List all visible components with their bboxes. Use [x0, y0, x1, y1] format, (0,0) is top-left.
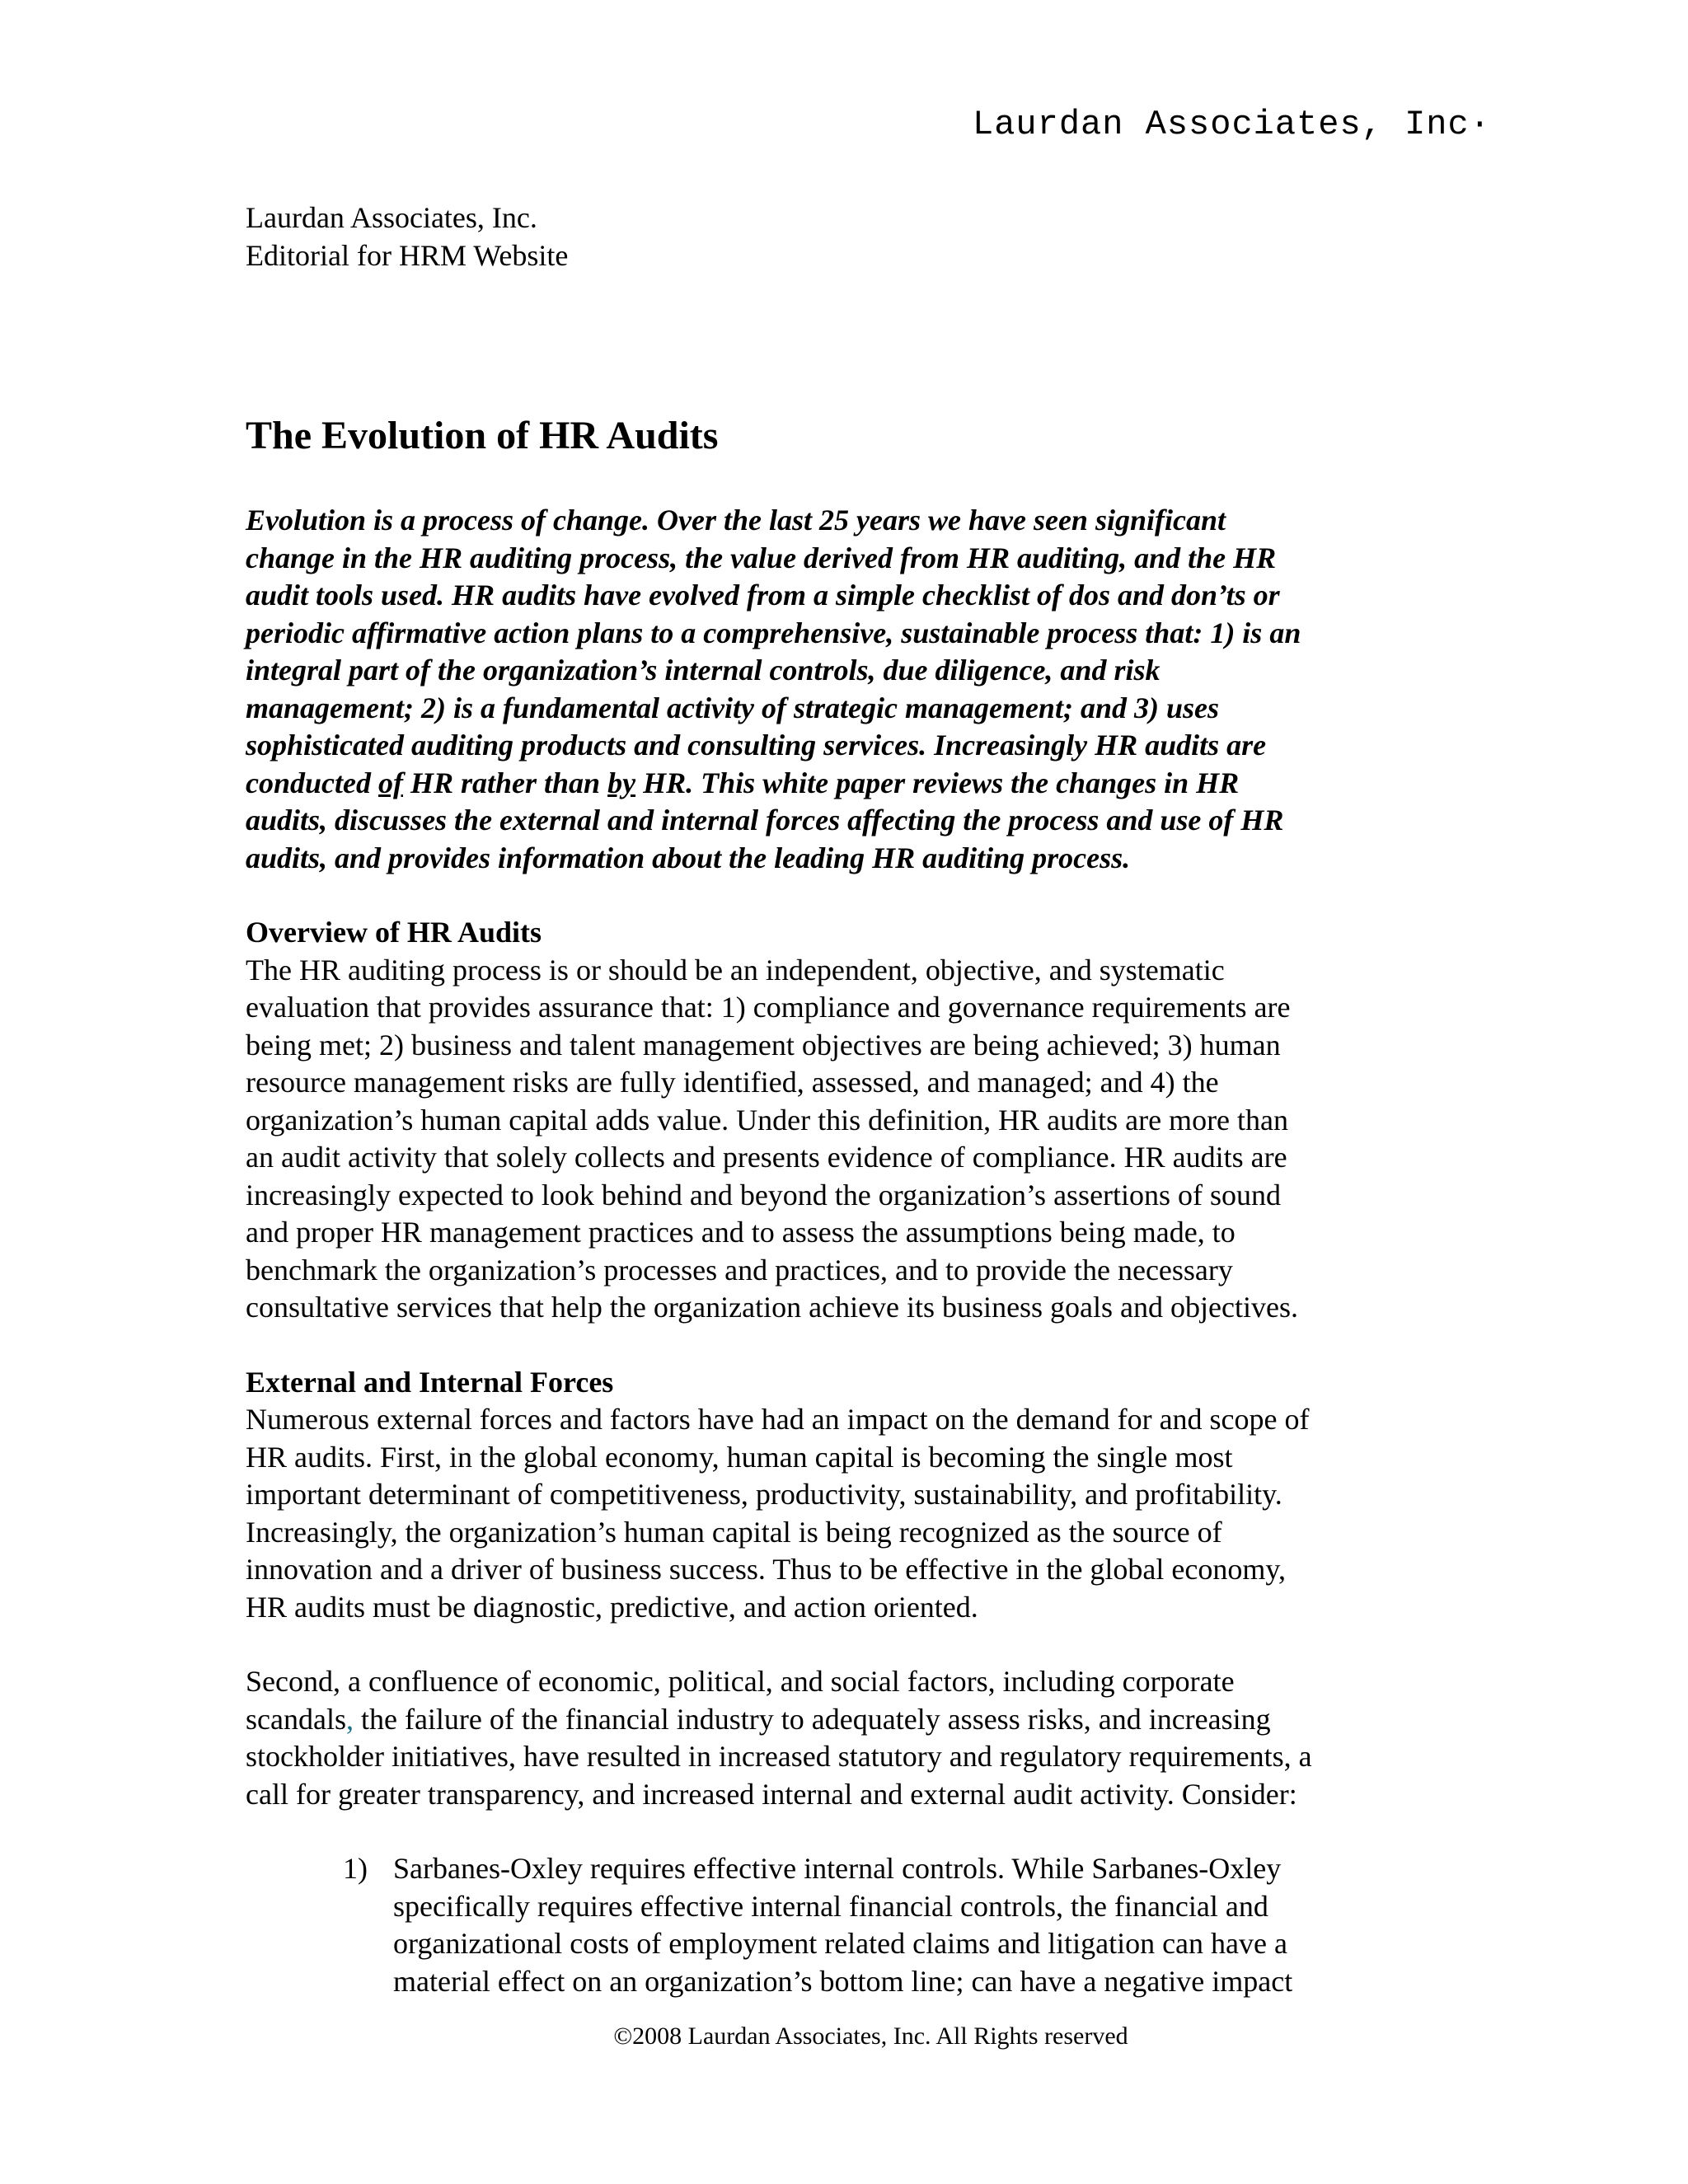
abstract-line — [246, 765, 1457, 803]
body-line: HR audits. First, in the global economy, human capital is becoming the single most — [246, 1440, 1233, 1474]
body-line: stockholder initiatives, have resulted in increased statutory and regulatory requirements, a — [246, 1740, 1312, 1773]
abstract-line: management; 2) is a fundamental activity of strategic management; and 3) uses — [246, 691, 1219, 724]
second-paragraph — [246, 1663, 1457, 1813]
body-line: consultative services that help the organization achieve its business goals and objectives. — [246, 1291, 1298, 1324]
body-line: call for greater transparency, and increased internal and external audit activity. Consider: — [246, 1777, 1297, 1811]
body-line: Numerous external forces and factors have had an impact on the demand for and scope of — [246, 1403, 1310, 1436]
list-item — [393, 1850, 1457, 2000]
company-name: Laurdan Associates, Inc. — [246, 201, 537, 234]
body-line: Second, a confluence of economic, political, and social factors, including corporate — [246, 1665, 1235, 1698]
body-line: and proper HR management practices and to assess the assumptions being made, to — [246, 1216, 1236, 1249]
abstract-text: HR. This white paper reviews the changes in HR — [635, 766, 1240, 799]
abstract-line: Evolution is a process of change. Over the last 25 years we have seen significant — [246, 504, 1226, 537]
list-item-line: specifically requires effective internal financial controls, the financial and — [393, 1889, 1268, 1923]
numbered-list — [246, 1850, 1457, 2000]
document-body — [246, 199, 1457, 2000]
body-text: scandals — [246, 1702, 346, 1736]
abstract — [246, 502, 1457, 877]
abstract-line: audits, discusses the external and internal forces affecting the process and use of HR — [246, 804, 1284, 837]
accent-comma: , — [345, 1702, 354, 1736]
body-line: resource management risks are fully identified, assessed, and managed; and 4) the — [246, 1066, 1219, 1099]
body-line: being met; 2) business and talent management objectives are being achieved; 3) human — [246, 1028, 1281, 1062]
forces-heading: External and Internal Forces — [246, 1365, 614, 1399]
body-line: innovation and a driver of business success. Thus to be effective in the global economy, — [246, 1553, 1287, 1586]
underlined-by: by — [607, 766, 636, 799]
abstract-text: conducted — [246, 766, 378, 799]
underlined-of: of — [377, 766, 403, 799]
abstract-line: sophisticated auditing products and consulting services. Increasingly HR audits are — [246, 729, 1267, 762]
page-title: The Evolution of HR Audits — [246, 414, 719, 457]
abstract-line: audits, and provides information about the leading HR auditing process. — [246, 841, 1131, 874]
body-line: evaluation that provides assurance that: 1) compliance and governance requirements are — [246, 991, 1291, 1024]
body-line: important determinant of competitiveness, productivity, sustainability, and profitability. — [246, 1478, 1282, 1511]
body-line — [246, 1701, 1457, 1739]
abstract-line: integral part of the organization’s internal controls, due diligence, and risk — [246, 654, 1160, 687]
body-line: an audit activity that solely collects and presents evidence of compliance. HR audits are — [246, 1141, 1287, 1174]
body-line: The HR auditing process is or should be an independent, objective, and systematic — [246, 953, 1225, 987]
body-line: HR audits must be diagnostic, predictive, and action oriented. — [246, 1590, 978, 1624]
page-footer: ©2008 Laurdan Associates, Inc. All Rights reserved — [613, 2022, 1128, 2050]
body-line: Increasingly, the organization’s human capital is being recognized as the source of — [246, 1515, 1222, 1549]
abstract-line: periodic affirmative action plans to a comprehensive, sustainable process that: 1) is an — [246, 616, 1301, 649]
list-item-line: Sarbanes-Oxley requires effective internal controls. While Sarbanes-Oxley — [393, 1852, 1282, 1885]
body-line: increasingly expected to look behind and beyond the organization’s assertions of sound — [246, 1178, 1282, 1212]
abstract-line: change in the HR auditing process, the value derived from HR auditing, and the HR — [246, 541, 1277, 574]
abstract-line: audit tools used. HR audits have evolved from a simple checklist of dos and don’ts or — [246, 579, 1280, 612]
body-text: the failure of the financial industry to adequately assess risks, and increasing — [353, 1702, 1271, 1736]
body-line: benchmark the organization’s processes and practices, and to provide the necessary — [246, 1253, 1233, 1286]
abstract-text: HR rather than — [402, 766, 608, 799]
header-brand: Laurdan Associates, Inc· — [973, 105, 1491, 144]
overview-section — [246, 914, 1457, 1327]
list-item-line: organizational costs of employment related claims and litigation can have a — [393, 1927, 1287, 1960]
body-line: organization’s human capital adds value. Under this definition, HR audits are more than — [246, 1103, 1289, 1137]
list-item-number: 1) — [343, 1852, 368, 1885]
forces-section — [246, 1364, 1457, 1627]
overview-heading: Overview of HR Audits — [246, 916, 542, 949]
list-item-line: material effect on an organization’s bottom line; can have a negative impact — [393, 1964, 1293, 1998]
document-subtitle: Editorial for HRM Website — [246, 238, 569, 272]
